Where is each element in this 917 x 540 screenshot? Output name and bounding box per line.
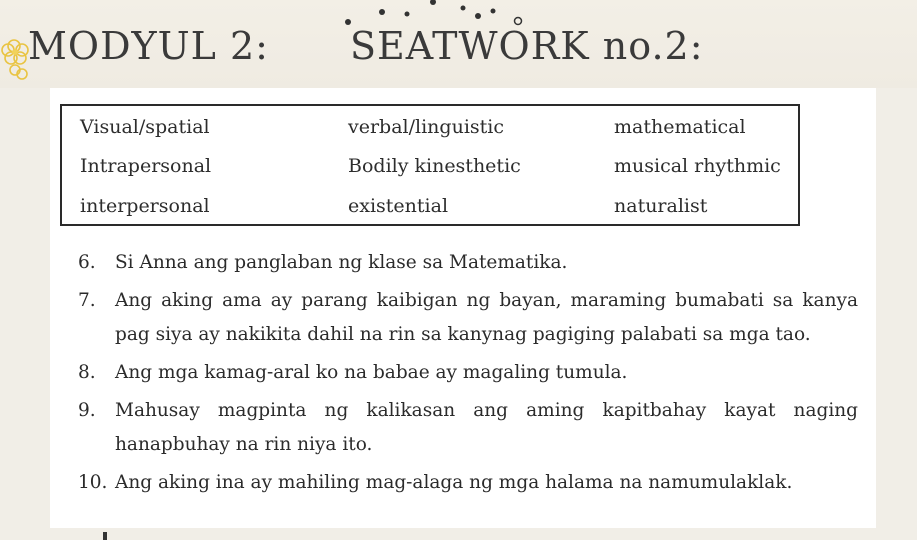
bottom-mark	[103, 532, 107, 540]
worksheet-page	[50, 88, 876, 528]
word-box-cell: musical rhythmic	[614, 155, 781, 177]
question-item	[78, 246, 858, 280]
question-number: 9.	[78, 400, 96, 421]
question-number: 6.	[78, 252, 96, 273]
question-list	[78, 246, 858, 500]
word-box-cell: Visual/spatial	[80, 116, 210, 138]
question-text: Ang mga kamag-aral ko na babae ay magaling tumula.	[115, 362, 628, 383]
word-box-cell: interpersonal	[80, 195, 210, 217]
word-box-cell: verbal/linguistic	[348, 116, 504, 138]
intelligence-word-box	[60, 104, 800, 226]
word-box-cell: Bodily kinesthetic	[348, 155, 521, 177]
question-text: Ang aking ina ay mahiling mag-alaga ng mga halama na namumulaklak.	[115, 472, 793, 493]
word-box-cell: existential	[348, 195, 449, 217]
word-box-cell: mathematical	[614, 116, 746, 138]
word-box-cell: Intrapersonal	[80, 155, 212, 177]
question-text: Mahusay magpinta ng kalikasan ang aming kapitbahay kayat naging hanapbuhay na rin niya ito.	[115, 400, 858, 455]
question-item	[78, 466, 858, 500]
question-text: Si Anna ang panglaban ng klase sa Matematika.	[115, 252, 568, 273]
module-title: MODYUL 2:	[28, 24, 269, 68]
question-number: 7.	[78, 290, 96, 311]
question-number: 10.	[78, 472, 108, 493]
header	[28, 24, 908, 84]
seatwork-title: SEATWORK no.2:	[350, 24, 704, 68]
question-number: 8.	[78, 362, 96, 383]
question-item	[78, 394, 858, 462]
question-item	[78, 356, 858, 390]
question-item	[78, 284, 858, 352]
word-box-cell: naturalist	[614, 195, 708, 217]
question-text: Ang aking ama ay parang kaibigan ng bayan, maraming bumabati sa kanya pag siya ay nakikita dahil na rin sa kanynag pagiging palabati sa mga tao.	[115, 290, 858, 345]
